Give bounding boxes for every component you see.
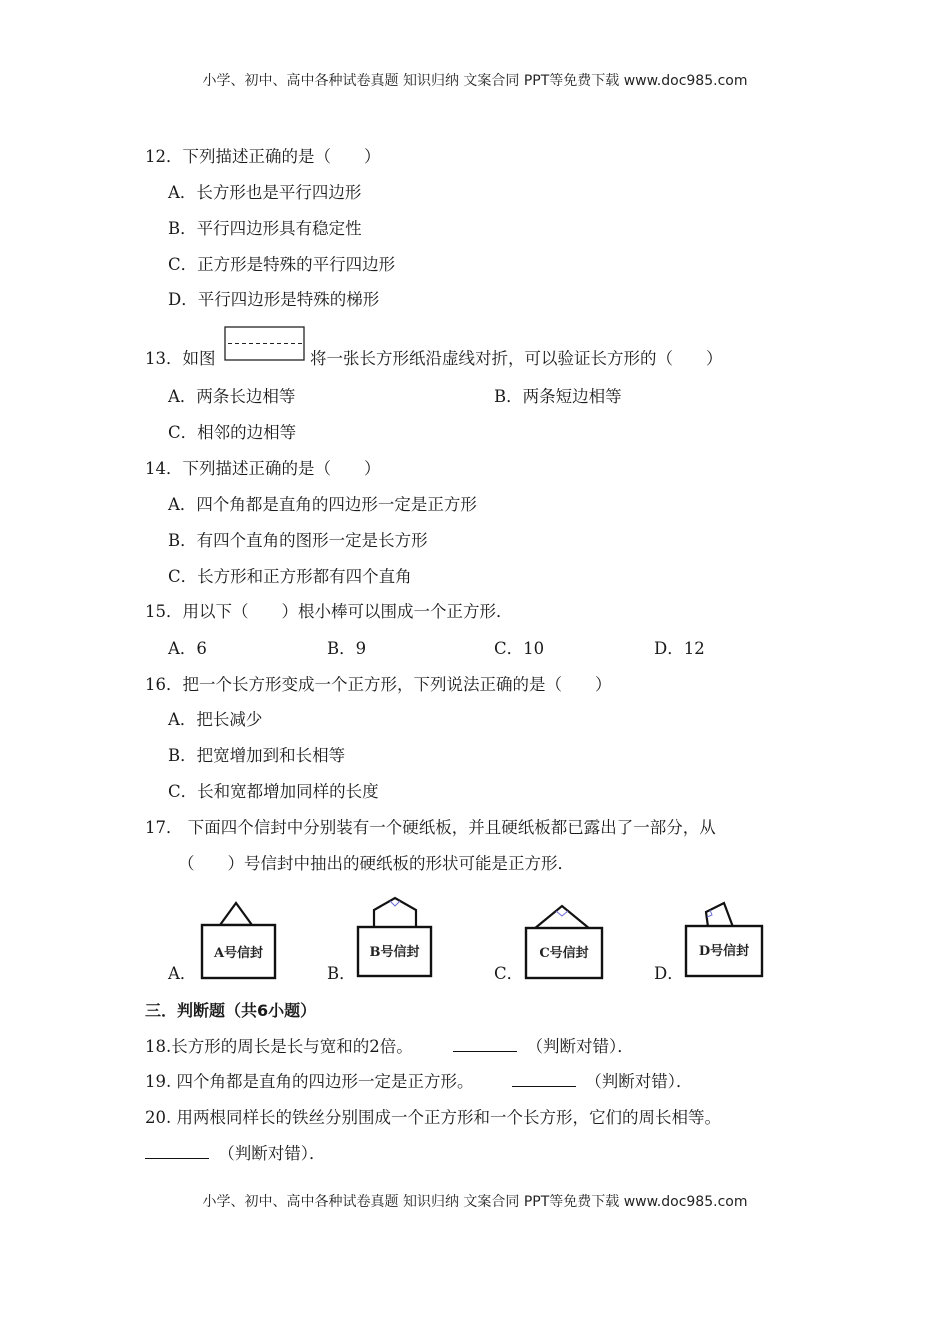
question-20-stem: 20. 用两根同样长的铁丝分别围成一个正方形和一个长方形，它们的周长相等。 bbox=[145, 1108, 721, 1127]
question-16-option-c: C．长和宽都增加同样的长度 bbox=[168, 782, 379, 801]
question-15-option-a: A．6 bbox=[168, 639, 207, 658]
question-16-stem: 16．把一个长方形变成一个正方形，下列说法正确的是（ ） bbox=[145, 675, 612, 694]
question-17-option-a-letter: A． bbox=[168, 964, 197, 983]
question-15-option-c: C．10 bbox=[494, 639, 545, 658]
page-footer: 小学、初中、高中各种试卷真题 知识归纳 文案合同 PPT等免费下载 www.doc985.com bbox=[202, 1194, 748, 1210]
question-14-option-c: C．长方形和正方形都有四个直角 bbox=[168, 567, 412, 586]
question-19-stem: 19. 四个角都是直角的四边形一定是正方形。 bbox=[145, 1072, 474, 1091]
question-13-option-b: B．两条短边相等 bbox=[494, 387, 622, 406]
section-3-title: 三．判断题（共6小题） bbox=[145, 1001, 317, 1020]
question-13-option-c: C．相邻的边相等 bbox=[168, 423, 297, 442]
question-14-option-a: A．四个角都是直角的四边形一定是正方形 bbox=[168, 495, 477, 514]
question-15-option-d: D．12 bbox=[654, 639, 705, 658]
page-header: 小学、初中、高中各种试卷真题 知识归纳 文案合同 PPT等免费下载 www.doc985.com bbox=[202, 73, 748, 89]
question-18-answer-blank[interactable] bbox=[453, 1037, 517, 1052]
question-16-option-a: A．把长减少 bbox=[168, 710, 263, 729]
right-angle-mark bbox=[390, 901, 400, 906]
envelope-a-label: A号信封 bbox=[213, 946, 264, 961]
question-20-tail: （判断对错）． bbox=[218, 1144, 326, 1163]
question-12-option-d: D．平行四边形是特殊的梯形 bbox=[168, 290, 380, 309]
envelope-c-figure bbox=[520, 898, 606, 982]
question-19-answer-blank[interactable] bbox=[512, 1072, 576, 1087]
question-20-answer-line bbox=[145, 1143, 326, 1165]
right-angle-mark bbox=[556, 911, 568, 916]
question-20-answer-blank[interactable] bbox=[145, 1144, 209, 1159]
question-14-stem: 14．下列描述正确的是（ ） bbox=[145, 459, 381, 478]
envelope-d-label: D号信封 bbox=[698, 944, 750, 959]
question-15-stem: 15．用以下（ ）根小棒可以围成一个正方形． bbox=[145, 602, 513, 621]
pentagon-card-shape bbox=[374, 898, 416, 928]
envelope-b-label: B号信封 bbox=[369, 945, 420, 960]
question-12-stem: 12．下列描述正确的是（ ） bbox=[145, 147, 381, 166]
question-13-stem-prefix: 13．如图 bbox=[145, 349, 216, 368]
question-17-option-b-letter: B． bbox=[327, 964, 356, 983]
question-19-tail: （判断对错）． bbox=[585, 1072, 693, 1091]
question-15-option-b: B．9 bbox=[327, 639, 367, 658]
question-18-stem: 18.长方形的周长是长与宽和的2倍。 bbox=[145, 1037, 413, 1056]
question-17-stem-line1: 17． 下面四个信封中分别装有一个硬纸板，并且硬纸板都已露出了一部分，从 bbox=[145, 818, 716, 837]
envelope-d-figure bbox=[680, 894, 768, 982]
folded-rectangle-figure bbox=[224, 326, 306, 362]
question-18 bbox=[145, 1036, 634, 1058]
triangle-card-shape bbox=[220, 903, 252, 925]
question-12-option-a: A．长方形也是平行四边形 bbox=[168, 183, 362, 202]
question-12-option-c: C．正方形是特殊的平行四边形 bbox=[168, 255, 396, 274]
question-13-option-a: A．两条长边相等 bbox=[168, 387, 296, 406]
envelope-c-label: C号信封 bbox=[539, 946, 589, 961]
question-17-stem-line2: （ ）号信封中抽出的硬纸板的形状可能是正方形． bbox=[178, 854, 574, 873]
question-17-option-c-letter: C． bbox=[494, 964, 524, 983]
envelope-a-figure bbox=[196, 896, 282, 982]
question-16-option-b: B．把宽增加到和长相等 bbox=[168, 746, 346, 765]
question-12-option-b: B．平行四边形具有稳定性 bbox=[168, 219, 362, 238]
question-17-option-d-letter: D． bbox=[654, 964, 684, 983]
question-19 bbox=[145, 1071, 693, 1093]
square-corner-card-shape bbox=[534, 906, 590, 929]
question-14-option-b: B．有四个直角的图形一定是长方形 bbox=[168, 531, 428, 550]
tilted-card-shape bbox=[706, 903, 733, 927]
question-13-stem-suffix: 将一张长方形纸沿虚线对折，可以验证长方形的（ ） bbox=[310, 349, 723, 368]
envelope-b-figure bbox=[352, 890, 438, 980]
question-18-tail: （判断对错）． bbox=[526, 1037, 634, 1056]
